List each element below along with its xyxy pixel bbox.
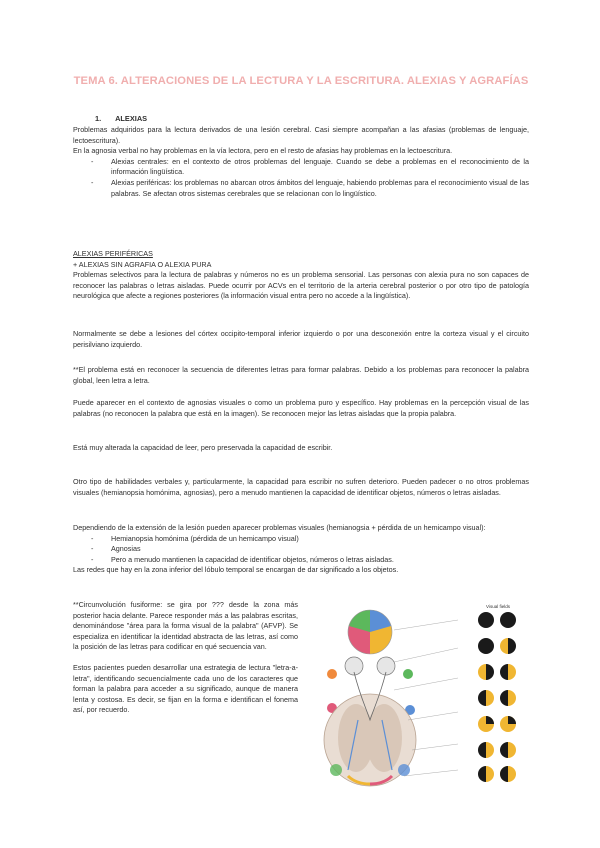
- paragraph-block: [73, 398, 529, 419]
- field-defect-icon: [478, 690, 516, 706]
- paragraph: **Circunvolución fusiforme: se gira por ??? desde la zona más posterior hacia delante. Parece responder más a las palabras escritas, denominándose "área para la forma visual de la palabra" (AFVP). Se especializa en identificar la identidad abstracta de las letras, así como la posición de las letras para codificar en qué secuencia van.: [73, 600, 298, 652]
- subsection-subheading: + ALEXIAS SIN AGRAFIA O ALEXIA PURA: [73, 259, 212, 269]
- visual-pathway-diagram: [308, 600, 530, 790]
- paragraph: Normalmente se debe a lesiones del córtex occipito-temporal inferior izquierdo o por una desconexión entre la corteza visual y el circuito perisilviano izquierdo.: [73, 329, 529, 349]
- document-title: TEMA 6. ALTERACIONES DE LA LECTURA Y LA ESCRITURA. ALEXIAS Y AGRAFÍAS: [73, 75, 529, 87]
- inset-icon: [403, 669, 413, 679]
- legend-title: Visual fields: [486, 604, 510, 609]
- field-defect-icon: [478, 766, 516, 782]
- field-defect-icon: [478, 638, 516, 654]
- field-defect-icon: [478, 664, 516, 680]
- paragraph: Estos pacientes pueden desarrollar una estrategia de lectura "letra-a-letra", identificando secuencialmente cada uno de los caracteres que forman la palabra para acceder a su significado, aunque de manera lenta y costosa. Es decir, se fijan en la forma e identifican el fonema así, por recuerdo.: [73, 662, 298, 715]
- field-defect-icon: [478, 742, 516, 758]
- paragraph: Dependiendo de la extensión de la lesión pueden aparecer problemas visuales (hemianogsia + pérdida de un hemicampo visual):: [73, 523, 486, 532]
- section-heading: [95, 114, 147, 123]
- paragraph: Problemas adquiridos para la lectura derivados de una lesión cerebral. Casi siempre acompañan a las afasias (problemas de lenguaje, lectoescritura).: [73, 125, 529, 145]
- field-defect-icon: [478, 612, 516, 628]
- list-item: - Hemianopsia homónima (pérdida de un hemicampo visual): [91, 534, 529, 545]
- paragraph: Otro tipo de habilidades verbales y, particularmente, la capacidad para escribir no sufren deterioro. Pueden padecer o no otros problemas visuales (hemianopsia homónima, agnosias), pero a menudo mantienen la capacidad de identificar objetos, números o letras aisladas.: [73, 477, 529, 497]
- paragraph: **El problema está en reconocer la secuencia de diferentes letras para formar palabras. Debido a los problemas para reconocer la palabra global, leen letra a letra.: [73, 365, 529, 385]
- paragraph: Puede aparecer en el contexto de agnosias visuales o como un problema puro y específico. Hay problemas en la percepción visual de las palabras (no reconocen la palabra que está en la imagen). Se reconocen mejor las letras aisladas que la propia palabra.: [73, 398, 529, 418]
- bullet-list: [73, 157, 529, 199]
- brain-illustration: [324, 672, 416, 786]
- list-item: - Agnosias: [91, 544, 529, 555]
- paragraph-block: [73, 523, 529, 576]
- paragraph-block: [73, 443, 529, 454]
- paragraph: Las redes que hay en la zona inferior del lóbulo temporal se encargan de dar significado a los objetos.: [73, 565, 399, 575]
- paragraph-block: [73, 365, 529, 386]
- field-defect-icon: [478, 716, 516, 732]
- bullet-list: [73, 534, 529, 566]
- perifericas-header: [73, 249, 529, 302]
- subsection-heading: ALEXIAS PERIFÉRICAS: [73, 249, 153, 258]
- visual-pathway-figure: [308, 600, 530, 790]
- list-item: - Alexias periféricas: los problemas no abarcan otros ámbitos del lenguaje, habiendo problemas para el reconocimiento visual de las palabras. Se afectan otros sistemas cerebrales que se relacionan con lo lingüístico.: [91, 178, 529, 199]
- list-item: - Alexias centrales: en el contexto de otros problemas del lenguaje. Cuando se debe a problemas en el reconocimiento de la información lingüística.: [91, 157, 529, 178]
- inset-icon: [327, 669, 337, 679]
- paragraph: Está muy alterada la capacidad de leer, pero preservada la capacidad de escribir.: [73, 443, 333, 452]
- visual-field-legend: [478, 612, 516, 782]
- fusiform-column: [73, 600, 298, 716]
- visual-field-circle: [348, 610, 392, 654]
- paragraph-block: [73, 477, 529, 498]
- paragraph: En la agnosia verbal no hay problemas en la vía lectora, pero en el resto de afasias hay problemas en la lectoescritura.: [73, 146, 453, 156]
- paragraph-block: [73, 329, 529, 350]
- section-number: 1.: [95, 114, 102, 123]
- paragraph: Problemas selectivos para la lectura de palabras y números no es un problema sensorial. Las personas con alexia pura no son capaces de reconocer las palabras o letras aisladas. Puede ocurrir por ACVs en el territorio de la arteria cerebral posterior o por otro tipo de patología neurológica que afecte a regiones posteriores (la información visual entra pero no accede a la lingüística).: [73, 270, 529, 301]
- list-item: - Pero a menudo mantienen la capacidad de identificar objetos, números o letras aisladas.: [91, 555, 529, 566]
- section1-body: [73, 125, 529, 199]
- section-title: ALEXIAS: [115, 114, 148, 123]
